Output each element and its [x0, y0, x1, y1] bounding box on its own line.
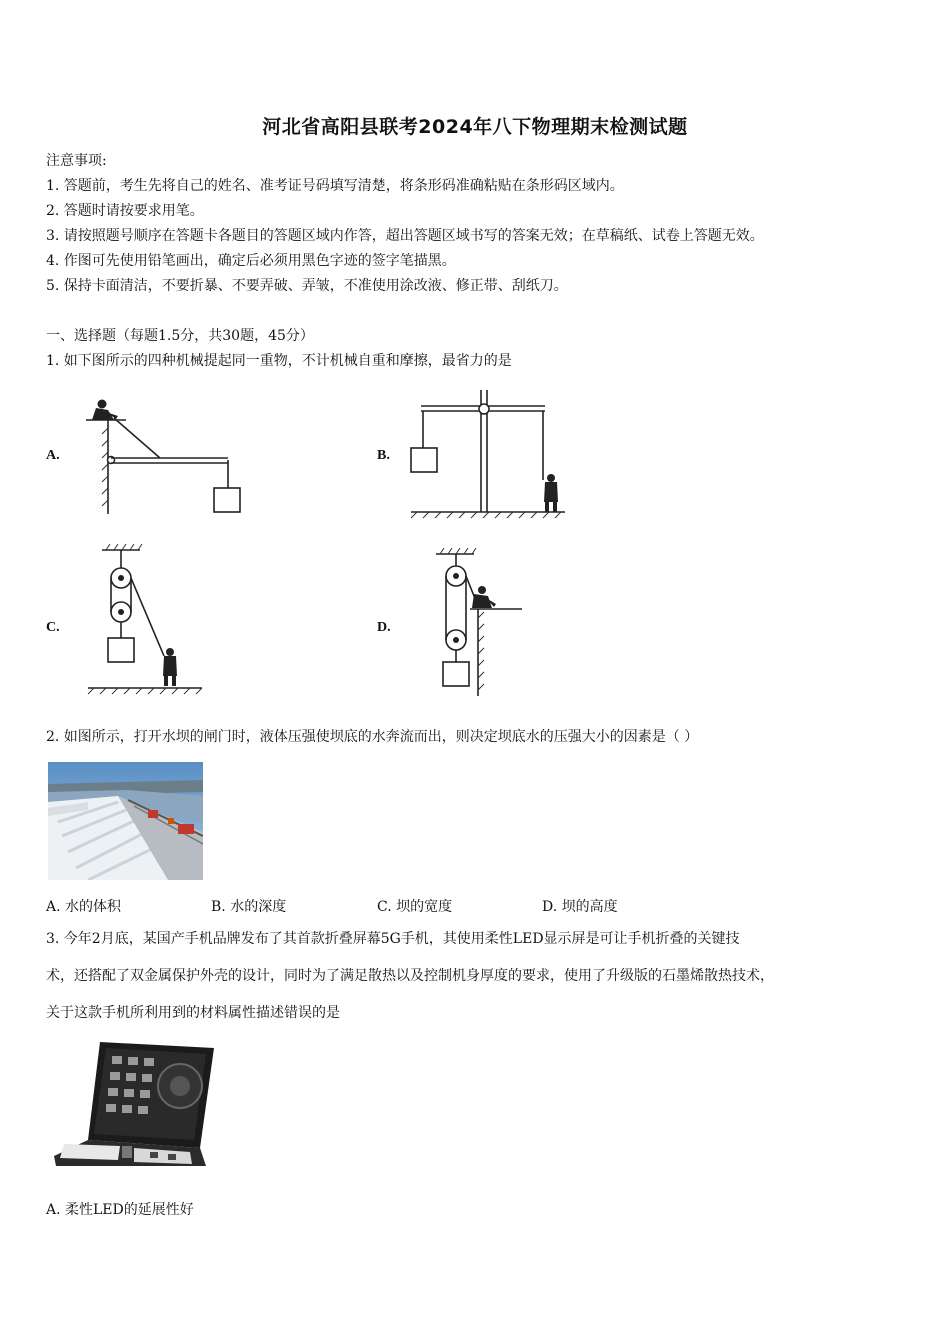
folding-phone-photo: [50, 1036, 218, 1176]
q3-option-a: A. 柔性LED的延展性好: [46, 1202, 194, 1218]
q2-option-a: A. 水的体积: [46, 899, 122, 915]
q1-option-d-label: D.: [377, 620, 391, 635]
page-title: 河北省高阳县联考2024年八下物理期末检测试题: [262, 116, 688, 138]
notice-item: 4. 作图可先使用铅笔画出，确定后必须用黑色字迹的签字笔描黑。: [46, 253, 456, 269]
dam-photo: [48, 762, 203, 880]
q1-option-b-label: B.: [377, 448, 390, 463]
notice-item: 1. 答题前，考生先将自己的姓名、准考证号码填写清楚，将条形码准确粘贴在条形码区域内。: [46, 178, 624, 194]
figure-c-pulley: [84, 544, 209, 696]
section-heading: 一、选择题（每题1.5分，共30题，45分）: [46, 328, 314, 344]
question-2-text: 2. 如图所示，打开水坝的闸门时，液体压强使坝底的水奔流而出，则决定坝底水的压强大小的因素是（ ）: [46, 729, 699, 745]
notice-heading: 注意事项:: [46, 153, 107, 169]
figure-d-pulley: [430, 548, 530, 700]
q2-option-b: B. 水的深度: [211, 899, 287, 915]
notice-item: 2. 答题时请按要求用笔。: [46, 203, 204, 219]
figure-a-lever: [78, 392, 248, 520]
q2-option-c: C. 坝的宽度: [377, 899, 453, 915]
q1-option-a-label: A.: [46, 448, 60, 463]
figure-b-lever: [405, 384, 575, 524]
question-3-line-1: 3. 今年2月底，某国产手机品牌发布了其首款折叠屏幕5G手机，其使用柔性LED显示屏是可让手机折叠的关键技: [46, 931, 740, 947]
q2-option-d: D. 坝的高度: [542, 899, 618, 915]
question-1-text: 1. 如下图所示的四种机械提起同一重物，不计机械自重和摩擦，最省力的是: [46, 353, 512, 369]
notice-item: 5. 保持卡面清洁，不要折暴、不要弄破、弄皱，不准使用涂改液、修正带、刮纸刀。: [46, 278, 568, 294]
question-3-line-3: 关于这款手机所利用到的材料属性描述错误的是: [46, 1005, 340, 1021]
notice-item: 3. 请按照题号顺序在答题卡各题目的答题区域内作答，超出答题区域书写的答案无效；在草稿纸、试卷上答题无效。: [46, 228, 764, 244]
q1-option-c-label: C.: [46, 620, 60, 635]
question-3-line-2: 术，还搭配了双金属保护外壳的设计，同时为了满足散热以及控制机身厚度的要求，使用了升级版的石墨烯散热技术，: [46, 968, 774, 984]
